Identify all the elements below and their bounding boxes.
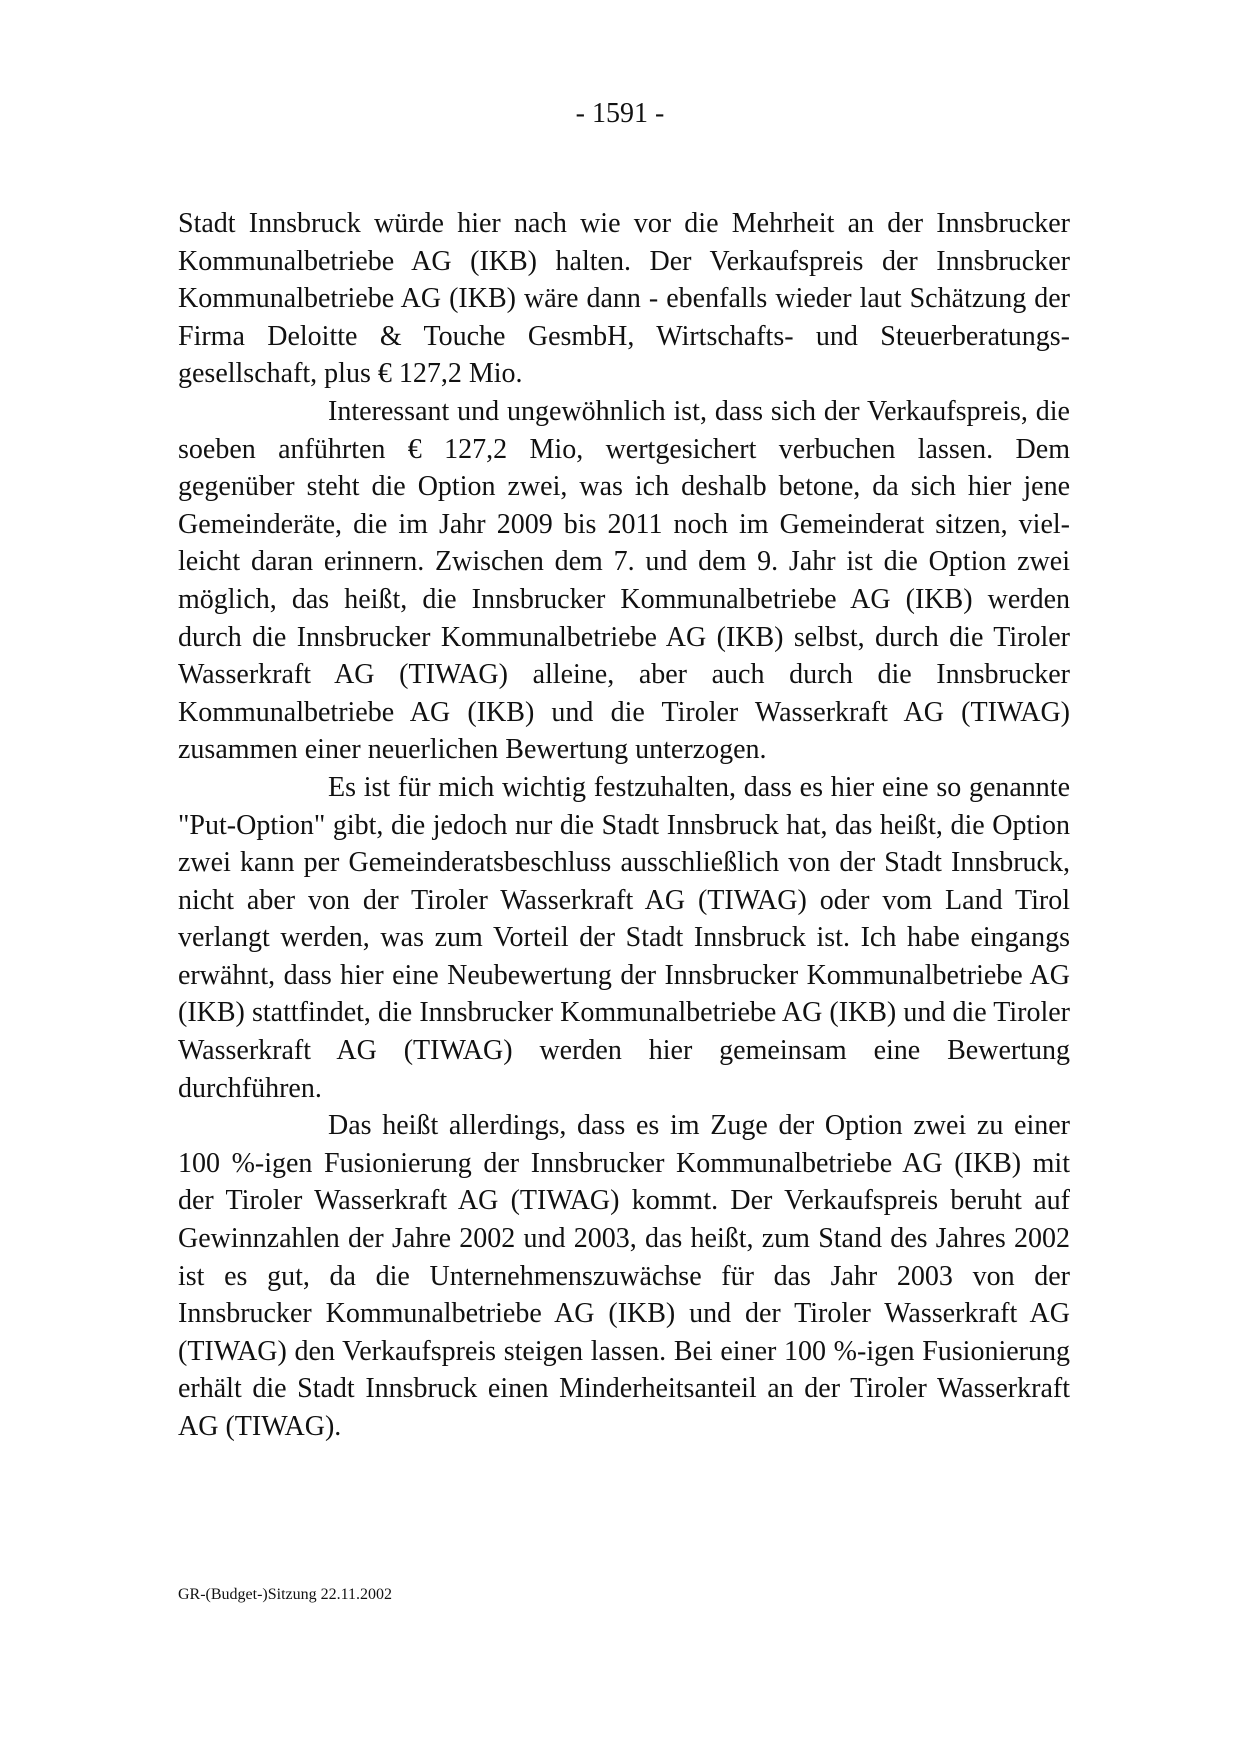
paragraph: Es ist für mich wichtig festzuhalten, dass es hier eine so genannte "Put-Option" gibt, die jedoch nur die Stadt Innsbruck hat, das heißt, die Option zwei kann per Gemeinderatsbeschluss ausschließlich von der Stadt Innsbruck, nicht aber von der Tiroler Wasserkraft AG (TIWAG) oder vom Land Tirol verlangt werden, was zum Vorteil der Stadt Innsbruck ist. Ich habe eingangs erwähnt, dass hier eine Neubewertung der Innsbrucker Kommunalbetriebe AG (IKB) stattfindet, die Innsbrucker Kommunalbetriebe AG (IKB) und die Tiroler Wasserkraft AG (TIWAG) werden hier gemeinsam eine Bewertung durchführen. (178, 771, 1070, 1104)
paragraph: Interessant und ungewöhnlich ist, dass sich der Verkaufspreis, die soeben anführten € 127,2 Mio, wertgesichert verbuchen lassen. Dem gegenüber steht die Option zwei, was ich deshalb betone, da sich hier jene Gemeinderäte, die im Jahr 2009 bis 2011 noch im Gemeinderat sitzen, vielleicht daran erinnern. Zwischen dem 7. und dem 9. Jahr ist die Option zwei möglich, das heißt, die Innsbrucker Kommunalbetriebe AG (IKB) werden durch die Innsbrucker Kommunalbetriebe AG (IKB) selbst, durch die Tiroler Wasserkraft AG (TIWAG) alleine, aber auch durch die Innsbrucker Kommunalbetriebe AG (IKB) und die Tiroler Wasserkraft AG (TIWAG) zusammen einer neuerlichen Bewertung unterzogen. (178, 395, 1070, 766)
paragraph-continuation: Stadt Innsbruck würde hier nach wie vor die Mehrheit an der Innsbrucker Kommunalbetriebe AG (IKB) halten. Der Verkaufspreis der Innsbrucker Kommunalbetriebe AG (IKB) wäre dann - ebenfalls wieder laut Schätzung der Firma Deloitte & Touche GesmbH, Wirtschafts- und Steuerberatungsgesellschaft, plus € 127,2 Mio. (178, 208, 1070, 390)
footer-session-label: GR-(Budget-)Sitzung 22.11.2002 (178, 1586, 393, 1603)
body-text (178, 205, 1070, 1446)
paragraph: Das heißt allerdings, dass es im Zuge der Option zwei zu einer 100 %-igen Fusionierung der Innsbrucker Kommunalbetriebe AG (IKB) mit der Tiroler Wasserkraft AG (TIWAG) kommt. Der Verkaufspreis beruht auf Gewinnzahlen der Jahre 2002 und 2003, das heißt, zum Stand des Jahres 2002 ist es gut, da die Unternehmenszuwächse für das Jahr 2003 von der Innsbrucker Kommunalbetriebe AG (IKB) und der Tiroler Wasserkraft AG (TIWAG) den Verkaufspreis steigen lassen. Bei einer 100 %-igen Fusionierung erhält die Stadt Innsbruck einen Minderheitsanteil an der Tiroler Wasserkraft AG (TIWAG). (178, 1110, 1070, 1442)
page-number: - 1591 - (575, 98, 665, 129)
